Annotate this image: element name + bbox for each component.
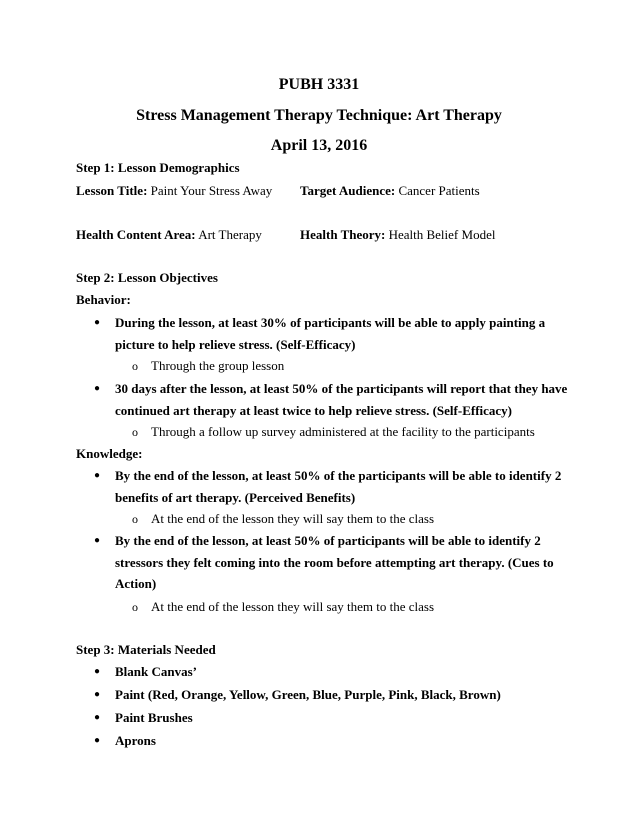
health-content-value: Art Therapy [198, 227, 262, 242]
material-item: Blank Canvas’ [115, 664, 197, 679]
behavior-objective-1-line2: picture to help relieve stress. (Self-Efficacy) [115, 337, 356, 352]
behavior-label: Behavior: [76, 292, 131, 307]
sub-bullet-icon: o [132, 359, 138, 373]
sub-bullet-icon: o [132, 425, 138, 439]
bullet-icon: ● [94, 470, 101, 481]
bullet-icon: ● [94, 535, 101, 546]
health-content-row [76, 227, 262, 243]
lesson-title-value: Paint Your Stress Away [150, 183, 273, 198]
knowledge-objective-1-sub: At the end of the lesson they will say them to the class [151, 511, 435, 526]
sub-bullet-icon: o [132, 512, 138, 526]
health-content-label: Health Content Area: [76, 227, 196, 242]
behavior-objective-1-sub: Through the group lesson [151, 358, 285, 373]
sub-bullet-icon: o [132, 600, 138, 614]
behavior-objective-1-line1: During the lesson, at least 30% of participants will be able to apply painting a [115, 315, 546, 330]
course-code: PUBH 3331 [278, 76, 360, 93]
bullet-icon: ● [94, 383, 101, 394]
target-audience-label: Target Audience: [300, 183, 396, 198]
knowledge-objective-2-sub: At the end of the lesson they will say them to the class [151, 599, 435, 614]
bullet-icon: ● [94, 666, 101, 677]
behavior-objective-2-line2: continued art therapy at least twice to help relieve stress. (Self-Efficacy) [115, 403, 513, 418]
step2-heading: Step 2: Lesson Objectives [76, 270, 218, 285]
knowledge-objective-2-line2: stressors they felt coming into the room before attempting art therapy. (Cues to [115, 555, 554, 570]
knowledge-objective-2-line3: Action) [115, 576, 157, 591]
document-title: Stress Management Therapy Technique: Art Therapy [136, 107, 502, 124]
step1-heading: Step 1: Lesson Demographics [76, 160, 240, 175]
health-theory-row [300, 227, 495, 243]
bullet-icon: ● [94, 317, 101, 328]
health-theory-value: Health Belief Model [388, 227, 496, 242]
material-item: Aprons [115, 733, 156, 748]
health-theory-label: Health Theory: [300, 227, 386, 242]
bullet-icon: ● [94, 712, 101, 723]
behavior-objective-2-line1: 30 days after the lesson, at least 50% of the participants will report that they have [115, 381, 568, 396]
target-audience-row [300, 183, 480, 199]
behavior-objective-2-sub: Through a follow up survey administered at the facility to the participants [151, 424, 535, 439]
document-date: April 13, 2016 [270, 137, 368, 154]
knowledge-objective-1-line2: benefits of art therapy. (Perceived Benefits) [115, 490, 356, 505]
knowledge-objective-2-line1: By the end of the lesson, at least 50% of participants will be able to identify 2 [115, 533, 541, 548]
step3-heading: Step 3: Materials Needed [76, 642, 216, 657]
knowledge-objective-1-line1: By the end of the lesson, at least 50% of the participants will be able to identify 2 [115, 468, 562, 483]
material-item: Paint (Red, Orange, Yellow, Green, Blue, Purple, Pink, Black, Brown) [115, 687, 501, 702]
lesson-title-row [76, 183, 272, 199]
lesson-title-label: Lesson Title: [76, 183, 148, 198]
target-audience-value: Cancer Patients [398, 183, 480, 198]
material-item: Paint Brushes [115, 710, 193, 725]
knowledge-label: Knowledge: [76, 446, 143, 461]
bullet-icon: ● [94, 735, 101, 746]
bullet-icon: ● [94, 689, 101, 700]
